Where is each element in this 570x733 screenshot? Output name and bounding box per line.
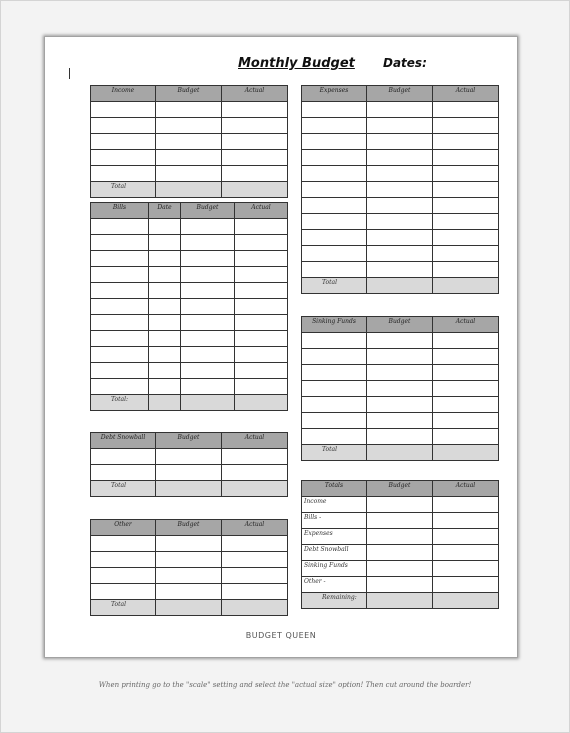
column-header: Budget <box>367 481 433 497</box>
entry-cell[interactable] <box>367 365 433 381</box>
total-cell[interactable] <box>433 593 499 609</box>
entry-cell[interactable] <box>156 134 222 150</box>
entry-cell[interactable] <box>433 262 499 278</box>
entry-cell[interactable] <box>302 262 367 278</box>
entry-cell[interactable] <box>433 333 499 349</box>
entry-cell[interactable] <box>149 315 181 331</box>
entry-cell[interactable] <box>91 299 149 315</box>
entry-cell[interactable] <box>367 529 433 545</box>
entry-cell[interactable] <box>91 363 149 379</box>
column-header: Debt Snowball <box>91 433 156 449</box>
entry-cell[interactable] <box>235 235 288 251</box>
entry-cell[interactable] <box>91 251 149 267</box>
expenses-table <box>301 85 499 294</box>
total-row <box>302 278 499 294</box>
column-header: Budget <box>156 433 222 449</box>
entry-cell[interactable] <box>433 545 499 561</box>
table-row <box>91 315 288 331</box>
header-row <box>302 86 499 102</box>
table-row <box>91 379 288 395</box>
entry-cell[interactable] <box>433 529 499 545</box>
entry-cell[interactable] <box>149 299 181 315</box>
entry-cell[interactable] <box>367 397 433 413</box>
entry-cell[interactable] <box>367 545 433 561</box>
table-row <box>302 497 499 513</box>
entry-cell[interactable] <box>91 347 149 363</box>
entry-cell[interactable] <box>367 230 433 246</box>
entry-cell[interactable] <box>433 381 499 397</box>
entry-cell[interactable] <box>222 568 288 584</box>
entry-cell[interactable] <box>235 315 288 331</box>
entry-cell[interactable] <box>302 246 367 262</box>
entry-cell[interactable] <box>302 230 367 246</box>
entry-cell[interactable] <box>91 465 156 481</box>
entry-cell[interactable] <box>433 561 499 577</box>
entry-cell[interactable] <box>302 166 367 182</box>
page-title: Monthly Budget <box>238 56 355 71</box>
entry-cell[interactable] <box>433 198 499 214</box>
entry-cell[interactable] <box>433 349 499 365</box>
entry-cell[interactable] <box>181 315 235 331</box>
header-row <box>91 433 288 449</box>
entry-cell[interactable] <box>222 102 288 118</box>
column-header: Budget <box>156 520 222 536</box>
column-header: Actual <box>222 86 288 102</box>
table-row <box>91 134 288 150</box>
entry-cell[interactable] <box>433 365 499 381</box>
entry-cell[interactable] <box>433 513 499 529</box>
entry-cell[interactable] <box>433 246 499 262</box>
table-row <box>302 381 499 397</box>
entry-cell[interactable] <box>149 235 181 251</box>
total-cell[interactable] <box>222 600 288 616</box>
table-row <box>91 219 288 235</box>
column-header: Bills <box>91 203 149 219</box>
header-row <box>91 86 288 102</box>
row-label: Expenses <box>302 529 367 545</box>
entry-cell[interactable] <box>91 283 149 299</box>
entry-cell[interactable] <box>302 381 367 397</box>
entry-cell[interactable] <box>222 465 288 481</box>
column-header: Budget <box>181 203 235 219</box>
entry-cell[interactable] <box>367 198 433 214</box>
entry-cell[interactable] <box>302 333 367 349</box>
entry-cell[interactable] <box>91 331 149 347</box>
entry-cell[interactable] <box>302 102 367 118</box>
entry-cell[interactable] <box>156 102 222 118</box>
column-header: Actual <box>235 203 288 219</box>
entry-cell[interactable] <box>181 379 235 395</box>
entry-cell[interactable] <box>367 182 433 198</box>
table-row <box>302 150 499 166</box>
entry-cell[interactable] <box>91 568 156 584</box>
entry-cell[interactable] <box>222 536 288 552</box>
entry-cell[interactable] <box>222 166 288 182</box>
table-row <box>91 536 288 552</box>
row-label: Sinking Funds <box>302 561 367 577</box>
entry-cell[interactable] <box>222 134 288 150</box>
table-row <box>91 347 288 363</box>
entry-cell[interactable] <box>149 331 181 347</box>
header-row <box>302 317 499 333</box>
entry-cell[interactable] <box>302 150 367 166</box>
entry-cell[interactable] <box>181 235 235 251</box>
entry-cell[interactable] <box>181 283 235 299</box>
entry-cell[interactable] <box>91 102 156 118</box>
table-row <box>91 267 288 283</box>
entry-cell[interactable] <box>91 267 149 283</box>
entry-cell[interactable] <box>367 577 433 593</box>
debt-snowball-table <box>90 432 288 497</box>
entry-cell[interactable] <box>433 134 499 150</box>
sinking-funds-table <box>301 316 499 461</box>
table-row <box>302 134 499 150</box>
table-row <box>302 214 499 230</box>
total-cell[interactable] <box>433 445 499 461</box>
entry-cell[interactable] <box>235 379 288 395</box>
entry-cell[interactable] <box>367 561 433 577</box>
entry-cell[interactable] <box>302 198 367 214</box>
entry-cell[interactable] <box>91 536 156 552</box>
table-row <box>302 349 499 365</box>
entry-cell[interactable] <box>91 552 156 568</box>
entry-cell[interactable] <box>235 251 288 267</box>
total-row <box>302 445 499 461</box>
entry-cell[interactable] <box>91 315 149 331</box>
total-cell[interactable] <box>367 445 433 461</box>
entry-cell[interactable] <box>433 577 499 593</box>
header-row <box>91 203 288 219</box>
total-cell[interactable] <box>433 278 499 294</box>
entry-cell[interactable] <box>149 219 181 235</box>
entry-cell[interactable] <box>433 150 499 166</box>
entry-cell[interactable] <box>149 379 181 395</box>
table-row <box>91 251 288 267</box>
table-row <box>91 118 288 134</box>
table-row <box>91 102 288 118</box>
table-row <box>302 262 499 278</box>
entry-cell[interactable] <box>235 331 288 347</box>
entry-cell[interactable] <box>367 429 433 445</box>
total-row <box>91 481 288 497</box>
table-row <box>302 198 499 214</box>
column-header: Sinking Funds <box>302 317 367 333</box>
entry-cell[interactable] <box>302 365 367 381</box>
entry-cell[interactable] <box>156 584 222 600</box>
entry-cell[interactable] <box>235 267 288 283</box>
total-row <box>302 593 499 609</box>
column-header: Budget <box>156 86 222 102</box>
table-row <box>302 118 499 134</box>
entry-cell[interactable] <box>433 102 499 118</box>
entry-cell[interactable] <box>302 214 367 230</box>
table-row <box>91 235 288 251</box>
entry-cell[interactable] <box>367 333 433 349</box>
entry-cell[interactable] <box>222 118 288 134</box>
entry-cell[interactable] <box>181 363 235 379</box>
entry-cell[interactable] <box>302 134 367 150</box>
entry-cell[interactable] <box>302 397 367 413</box>
entry-cell[interactable] <box>181 299 235 315</box>
entry-cell[interactable] <box>91 449 156 465</box>
total-label: Total: <box>91 395 149 411</box>
entry-cell[interactable] <box>222 584 288 600</box>
table-row <box>91 552 288 568</box>
entry-cell[interactable] <box>367 349 433 365</box>
entry-cell[interactable] <box>433 118 499 134</box>
entry-cell[interactable] <box>181 331 235 347</box>
table-row <box>302 545 499 561</box>
table-row <box>302 230 499 246</box>
entry-cell[interactable] <box>433 230 499 246</box>
entry-cell[interactable] <box>367 381 433 397</box>
table-row <box>91 299 288 315</box>
totals-table <box>301 480 499 609</box>
column-header: Expenses <box>302 86 367 102</box>
table-row <box>91 283 288 299</box>
table-row <box>302 577 499 593</box>
entry-cell[interactable] <box>156 552 222 568</box>
total-cell[interactable] <box>156 182 222 198</box>
column-header: Income <box>91 86 156 102</box>
total-cell[interactable] <box>222 182 288 198</box>
entry-cell[interactable] <box>91 150 156 166</box>
entry-cell[interactable] <box>91 235 149 251</box>
column-header: Actual <box>433 86 499 102</box>
table-row <box>91 465 288 481</box>
row-label: Bills - <box>302 513 367 529</box>
entry-cell[interactable] <box>149 363 181 379</box>
total-cell[interactable] <box>222 481 288 497</box>
table-row <box>302 513 499 529</box>
entry-cell[interactable] <box>156 465 222 481</box>
entry-cell[interactable] <box>367 214 433 230</box>
table-row <box>91 449 288 465</box>
total-cell[interactable] <box>367 278 433 294</box>
budget-page <box>45 37 517 657</box>
entry-cell[interactable] <box>181 251 235 267</box>
total-cell[interactable] <box>156 600 222 616</box>
table-row <box>302 397 499 413</box>
entry-cell[interactable] <box>156 449 222 465</box>
income-table <box>90 85 288 198</box>
entry-cell[interactable] <box>302 349 367 365</box>
entry-cell[interactable] <box>91 379 149 395</box>
entry-cell[interactable] <box>433 497 499 513</box>
entry-cell[interactable] <box>367 246 433 262</box>
entry-cell[interactable] <box>149 283 181 299</box>
total-row <box>91 182 288 198</box>
entry-cell[interactable] <box>91 166 156 182</box>
total-label: Total <box>91 481 156 497</box>
entry-cell[interactable] <box>367 118 433 134</box>
total-cell[interactable] <box>156 481 222 497</box>
column-header: Actual <box>433 317 499 333</box>
entry-cell[interactable] <box>149 347 181 363</box>
table-row <box>302 413 499 429</box>
table-row <box>302 429 499 445</box>
column-header: Actual <box>222 520 288 536</box>
dates-label: Dates: <box>383 56 427 70</box>
entry-cell[interactable] <box>235 347 288 363</box>
entry-cell[interactable] <box>91 134 156 150</box>
total-cell[interactable] <box>149 395 181 411</box>
entry-cell[interactable] <box>156 536 222 552</box>
entry-cell[interactable] <box>367 150 433 166</box>
total-label: Total <box>302 445 367 461</box>
table-row <box>302 333 499 349</box>
table-row <box>91 166 288 182</box>
bills-table <box>90 202 288 411</box>
table-row <box>302 246 499 262</box>
total-cell[interactable] <box>181 395 235 411</box>
text-cursor <box>69 68 70 79</box>
column-header: Other <box>91 520 156 536</box>
column-header: Budget <box>367 317 433 333</box>
total-row <box>91 600 288 616</box>
total-label: Total <box>91 600 156 616</box>
entry-cell[interactable] <box>235 283 288 299</box>
table-row <box>91 568 288 584</box>
row-label: Debt Snowball <box>302 545 367 561</box>
table-row <box>302 102 499 118</box>
table-row <box>302 561 499 577</box>
entry-cell[interactable] <box>302 182 367 198</box>
entry-cell[interactable] <box>181 267 235 283</box>
entry-cell[interactable] <box>91 118 156 134</box>
entry-cell[interactable] <box>222 552 288 568</box>
entry-cell[interactable] <box>156 568 222 584</box>
row-label: Income <box>302 497 367 513</box>
entry-cell[interactable] <box>367 413 433 429</box>
total-label: Remaining: <box>302 593 367 609</box>
row-label: Other - <box>302 577 367 593</box>
entry-cell[interactable] <box>235 363 288 379</box>
table-row <box>91 363 288 379</box>
entry-cell[interactable] <box>302 429 367 445</box>
total-cell[interactable] <box>235 395 288 411</box>
entry-cell[interactable] <box>367 166 433 182</box>
total-label: Total <box>91 182 156 198</box>
header-row <box>302 481 499 497</box>
other-table <box>90 519 288 616</box>
total-row <box>91 395 288 411</box>
total-cell[interactable] <box>367 593 433 609</box>
entry-cell[interactable] <box>433 429 499 445</box>
entry-cell[interactable] <box>181 219 235 235</box>
table-row <box>302 182 499 198</box>
entry-cell[interactable] <box>367 262 433 278</box>
entry-cell[interactable] <box>91 584 156 600</box>
entry-cell[interactable] <box>433 397 499 413</box>
table-row <box>91 150 288 166</box>
column-header: Actual <box>433 481 499 497</box>
entry-cell[interactable] <box>367 102 433 118</box>
column-header: Budget <box>367 86 433 102</box>
entry-cell[interactable] <box>367 513 433 529</box>
table-row <box>302 365 499 381</box>
footer-brand: BUDGET QUEEN <box>245 631 317 640</box>
entry-cell[interactable] <box>433 182 499 198</box>
entry-cell[interactable] <box>367 134 433 150</box>
column-header: Date <box>149 203 181 219</box>
entry-cell[interactable] <box>91 219 149 235</box>
entry-cell[interactable] <box>149 251 181 267</box>
entry-cell[interactable] <box>222 150 288 166</box>
table-row <box>302 529 499 545</box>
table-row <box>91 584 288 600</box>
entry-cell[interactable] <box>433 413 499 429</box>
entry-cell[interactable] <box>156 150 222 166</box>
entry-cell[interactable] <box>156 118 222 134</box>
entry-cell[interactable] <box>367 497 433 513</box>
entry-cell[interactable] <box>433 214 499 230</box>
entry-cell[interactable] <box>181 347 235 363</box>
entry-cell[interactable] <box>302 118 367 134</box>
entry-cell[interactable] <box>433 166 499 182</box>
header-row <box>91 520 288 536</box>
entry-cell[interactable] <box>156 166 222 182</box>
table-row <box>91 331 288 347</box>
entry-cell[interactable] <box>302 413 367 429</box>
printing-note: When printing go to the "scale" setting and select the "actual size" option! Then cut around the boarder! <box>98 681 472 689</box>
entry-cell[interactable] <box>149 267 181 283</box>
total-label: Total <box>302 278 367 294</box>
entry-cell[interactable] <box>235 299 288 315</box>
entry-cell[interactable] <box>222 449 288 465</box>
column-header: Totals <box>302 481 367 497</box>
entry-cell[interactable] <box>235 219 288 235</box>
column-header: Actual <box>222 433 288 449</box>
table-row <box>302 166 499 182</box>
